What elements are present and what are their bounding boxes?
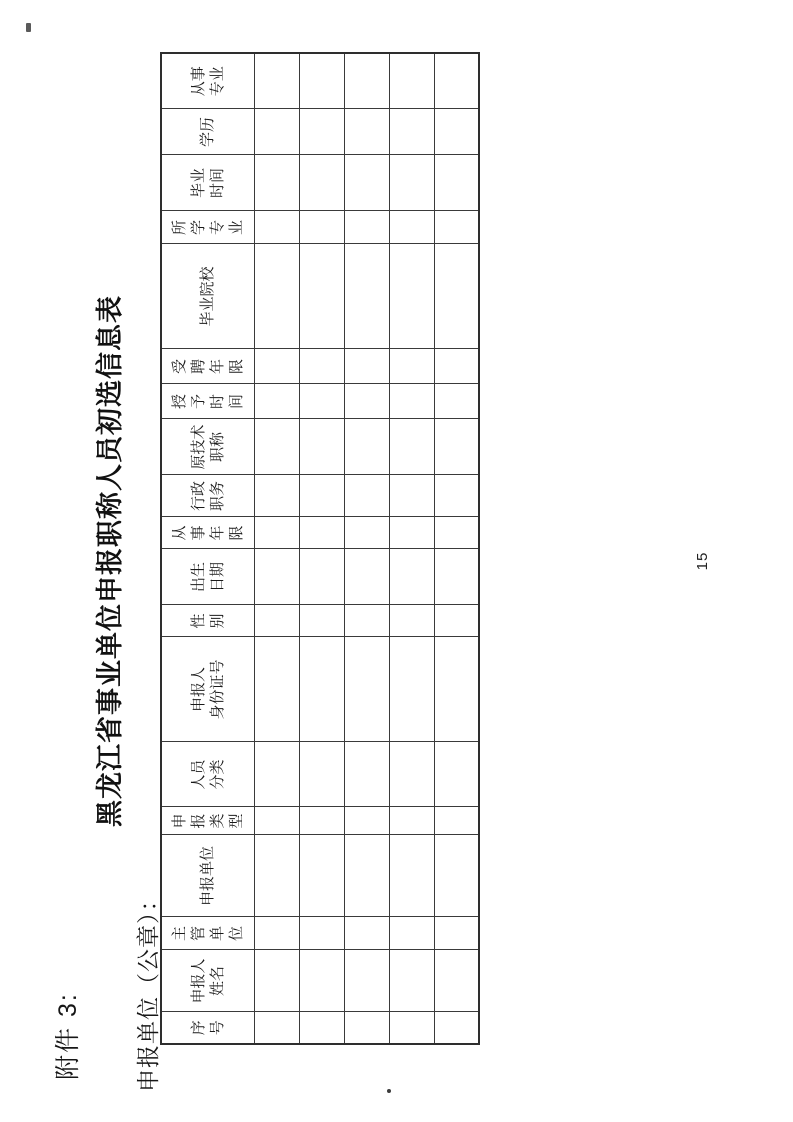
table-cell xyxy=(299,109,344,155)
table-cell xyxy=(254,549,299,605)
table-cell xyxy=(254,950,299,1012)
column-header-renyuan-fenlei: 人员 分类 xyxy=(161,742,254,807)
table-cell xyxy=(254,475,299,517)
table-cell xyxy=(344,1012,389,1044)
table-cell xyxy=(344,517,389,549)
table-cell xyxy=(389,950,434,1012)
table-cell xyxy=(344,109,389,155)
stamp-label: 申报单位（公章）： xyxy=(135,887,161,1092)
column-header-congshi-zhuanye: 从事 专业 xyxy=(161,53,254,109)
table-row xyxy=(299,53,344,1044)
table-cell xyxy=(344,637,389,742)
table-cell xyxy=(389,349,434,384)
table-cell xyxy=(389,835,434,917)
table-cell xyxy=(389,517,434,549)
table-cell xyxy=(434,349,479,384)
table-cell xyxy=(434,835,479,917)
table-cell xyxy=(299,742,344,807)
table-cell xyxy=(254,211,299,244)
table-cell xyxy=(389,637,434,742)
table-cell xyxy=(434,950,479,1012)
table-cell xyxy=(389,807,434,835)
column-header-biye-yuanxiao: 毕业院校 xyxy=(161,244,254,349)
table-cell xyxy=(254,835,299,917)
table-cell xyxy=(389,917,434,950)
page-title: 黑龙江省事业单位申报职称人员初选信息表 xyxy=(95,295,125,827)
table-cell xyxy=(299,835,344,917)
table-cell xyxy=(434,384,479,419)
table-row xyxy=(344,53,389,1044)
table-cell xyxy=(434,244,479,349)
table-cell xyxy=(299,475,344,517)
table-cell xyxy=(344,244,389,349)
column-header-shouyu-shijian: 授 予 时 间 xyxy=(161,384,254,419)
table-cell xyxy=(299,517,344,549)
table-cell xyxy=(254,637,299,742)
column-header-xuhao: 序 号 xyxy=(161,1012,254,1044)
table-cell xyxy=(344,349,389,384)
table-cell xyxy=(299,637,344,742)
table-header-row xyxy=(161,53,254,1044)
table-cell xyxy=(434,917,479,950)
table-body xyxy=(254,53,479,1044)
table-cell xyxy=(254,244,299,349)
column-header-congshi-nianxian: 从 事 年 限 xyxy=(161,517,254,549)
table-row xyxy=(254,53,299,1044)
table-cell xyxy=(389,742,434,807)
column-header-biye-shijian: 毕业 时间 xyxy=(161,155,254,211)
table-cell xyxy=(434,549,479,605)
table-cell xyxy=(434,742,479,807)
table-cell xyxy=(254,349,299,384)
table-cell xyxy=(389,109,434,155)
table-cell xyxy=(344,53,389,109)
table-cell xyxy=(434,1012,479,1044)
column-header-shenbao-danwei: 申报单位 xyxy=(161,835,254,917)
column-header-suoxue-zhuanye: 所 学 专 业 xyxy=(161,211,254,244)
table-cell xyxy=(254,517,299,549)
column-header-chusheng-riqi: 出生 日期 xyxy=(161,549,254,605)
table-cell xyxy=(344,419,389,475)
column-header-shenbaoren-xingming: 申报人 姓名 xyxy=(161,950,254,1012)
table-cell xyxy=(299,807,344,835)
table-cell xyxy=(254,155,299,211)
table-cell xyxy=(299,155,344,211)
table-cell xyxy=(299,244,344,349)
table-row xyxy=(434,53,479,1044)
table-cell xyxy=(254,807,299,835)
table-cell xyxy=(389,419,434,475)
table-cell xyxy=(299,605,344,637)
table-row xyxy=(389,53,434,1044)
column-header-zhuguan-danwei: 主 管 单 位 xyxy=(161,917,254,950)
table-cell xyxy=(389,211,434,244)
scan-speck xyxy=(387,1089,391,1093)
table-cell xyxy=(254,605,299,637)
table-cell xyxy=(254,53,299,109)
table-cell xyxy=(389,155,434,211)
table-cell xyxy=(344,807,389,835)
table-cell xyxy=(434,475,479,517)
table-cell xyxy=(389,605,434,637)
column-header-shoupin-nianxian: 受 聘 年 限 xyxy=(161,349,254,384)
table-cell xyxy=(434,419,479,475)
table-cell xyxy=(299,349,344,384)
table-cell xyxy=(254,419,299,475)
table-cell xyxy=(434,155,479,211)
table-cell xyxy=(254,384,299,419)
table-cell xyxy=(299,384,344,419)
table-cell xyxy=(254,109,299,155)
table-cell xyxy=(254,1012,299,1044)
column-header-xingzheng-zhiwu: 行政 职务 xyxy=(161,475,254,517)
table-cell xyxy=(344,835,389,917)
table-cell xyxy=(389,53,434,109)
table-cell xyxy=(389,475,434,517)
table-cell xyxy=(434,211,479,244)
table-cell xyxy=(434,517,479,549)
table-cell xyxy=(299,419,344,475)
column-header-xingbie: 性 别 xyxy=(161,605,254,637)
column-header-shenbao-leixing: 申 报 类 型 xyxy=(161,807,254,835)
scan-speck xyxy=(26,23,31,32)
table-cell xyxy=(434,109,479,155)
table-cell xyxy=(344,549,389,605)
table-cell xyxy=(434,637,479,742)
column-header-yuan-jishu-zhicheng: 原技术 职称 xyxy=(161,419,254,475)
table-cell xyxy=(344,155,389,211)
page-number: 15 xyxy=(694,551,711,571)
table-cell xyxy=(389,549,434,605)
table-cell xyxy=(344,917,389,950)
table-cell xyxy=(254,742,299,807)
table-cell xyxy=(344,211,389,244)
table-cell xyxy=(389,1012,434,1044)
table-cell xyxy=(299,53,344,109)
table-cell xyxy=(344,950,389,1012)
column-header-shenfenzheng-hao: 申报人 身份证号 xyxy=(161,637,254,742)
info-table xyxy=(160,52,480,1045)
table-cell xyxy=(344,475,389,517)
table-cell xyxy=(434,53,479,109)
table-header xyxy=(161,53,254,1044)
table-cell xyxy=(344,605,389,637)
table-cell xyxy=(434,605,479,637)
column-header-xueli: 学历 xyxy=(161,109,254,155)
table-cell xyxy=(344,742,389,807)
table-cell xyxy=(389,244,434,349)
table-cell xyxy=(254,917,299,950)
table-cell xyxy=(344,384,389,419)
table-cell xyxy=(299,549,344,605)
attachment-label: 附件 3: xyxy=(54,992,82,1080)
table-cell xyxy=(434,807,479,835)
table-cell xyxy=(299,917,344,950)
table-cell xyxy=(299,211,344,244)
table-cell xyxy=(299,950,344,1012)
table-cell xyxy=(299,1012,344,1044)
table-cell xyxy=(389,384,434,419)
